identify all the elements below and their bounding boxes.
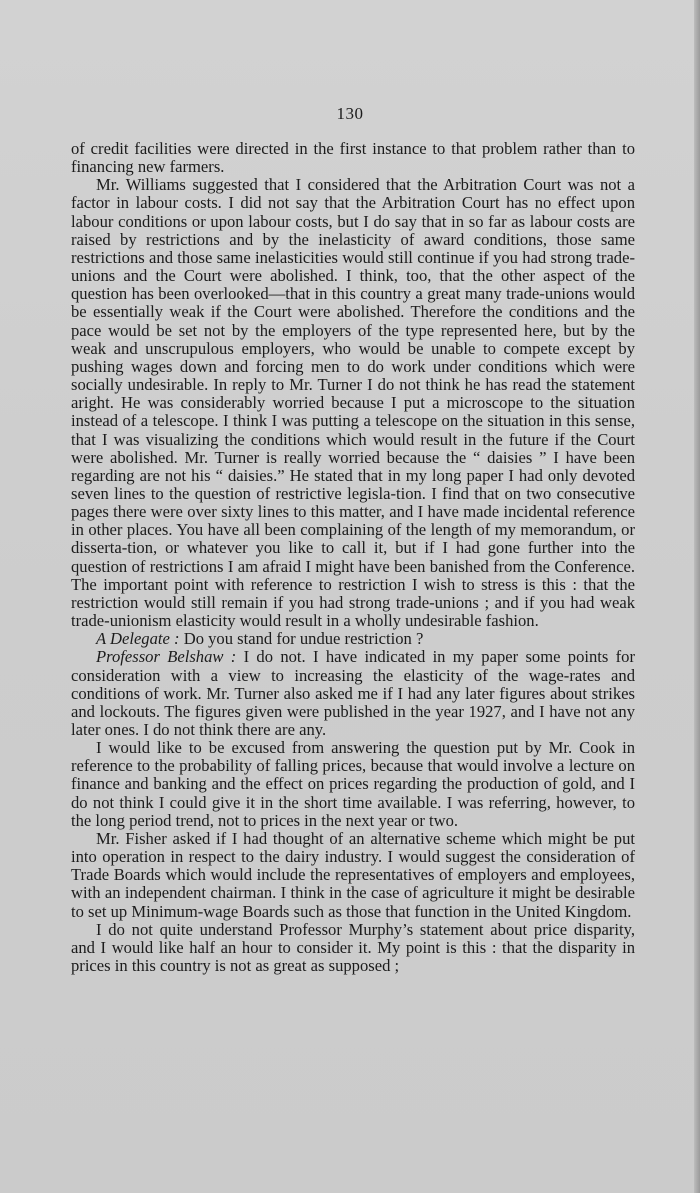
paragraph-fisher-reply: Mr. Fisher asked if I had thought of an alternative scheme which might be put into operation in respect to the dairy industry. I would suggest the consideration of Trade Boards which would include the representatives of employers and employees, with an independent chairman. I think in the case of agriculture it might be desirable to set up Minimum-wage Boards such as those that function in the United Kingdom. [71, 828, 635, 921]
page-number: 130 [336, 104, 364, 123]
paragraph-williams-reply: Mr. Williams suggested that I considered that the Arbitration Court was not a factor in labour costs. I did not say that the Arbitration Court has no effect upon labour conditions or upon labour costs, but I do say that in so far as labour costs are raised by restrictions and by the inelasticity of award conditions, those same restrictions and those same inelasticities would still continue if you had strong trade-unions and the Court were abolished. I think, too, that the other aspect of the question has been overlooked—that in this country a great many trade-unions would be essentially weak if the Court were abolished. Therefore the conditions and the pace would be set not by the employers of the type represented here, but by the weak and unscrupulous employers, who would be unable to compete except by pushing wages down and forcing men to do work under conditions which were socially undesirable. In reply to Mr. Turner I do not think he has read the statement aright. He was considerably worried because I put a microscope to the situation instead of a telescope. I think I was putting a telescope on the situation in this sense, that I was visualizing the conditions which would result in the future if the Court were abolished. Mr. Turner is really worried because the “ daisies ” I have been regarding are not his “ daisies.” He stated that in my long paper I had only devoted seven lines to the question of restrictive legisla-tion. I find that on two consecutive pages there were over sixty lines to this matter, and I have made incidental reference in other places. You have all been complaining of the length of my memorandum, or disserta-tion, or whatever you like to call it, but if I had gone further into the question of restrictions I am afraid I might have been banished from the Conference. The important point with reference to restriction I wish to stress is this : that the restriction would still remain if you had strong trade-unions ; and if you had weak trade-unionism elasticity would result in a wholly undesirable fashion. [71, 175, 635, 631]
speech-text: Do you stand for undue restriction ? [179, 629, 424, 649]
paragraph-belshaw-answer [71, 648, 635, 739]
speaker-name: A Delegate : [96, 629, 180, 649]
paragraph-cook-reply: I would like to be excused from answering the question put by Mr. Cook in reference to the probability of falling prices, because that would involve a lecture on finance and banking and the effect on prices regarding the production of gold, and I do not think I could give it in the short time available. I was referring, however, to the long period trend, not to prices in the next year or two. [71, 738, 635, 830]
paragraph-murphy-reply: I do not quite understand Professor Murphy’s statement about price disparity, and I would like half an hour to consider it. My point is this : that the disparity in prices in this country is not as great as supposed ; [71, 919, 635, 976]
body-text [71, 140, 635, 975]
paragraph-continuation: of credit facilities were directed in the first instance to that problem rather than to financing new farmers. [71, 139, 635, 177]
paragraph-delegate-question [71, 630, 635, 648]
page-edge-shadow [694, 0, 700, 1193]
speaker-name: Professor Belshaw : [96, 647, 237, 667]
speech-text: I do not. I have indicated in my paper some points for consideration with a view to increasing the elasticity of the wage-rates and conditions of work. Mr. Turner also asked me if I had any later figures about strikes and lockouts. The figures given were published in the year 1927, and I have not any later ones. I do not think there are any. [71, 647, 635, 739]
